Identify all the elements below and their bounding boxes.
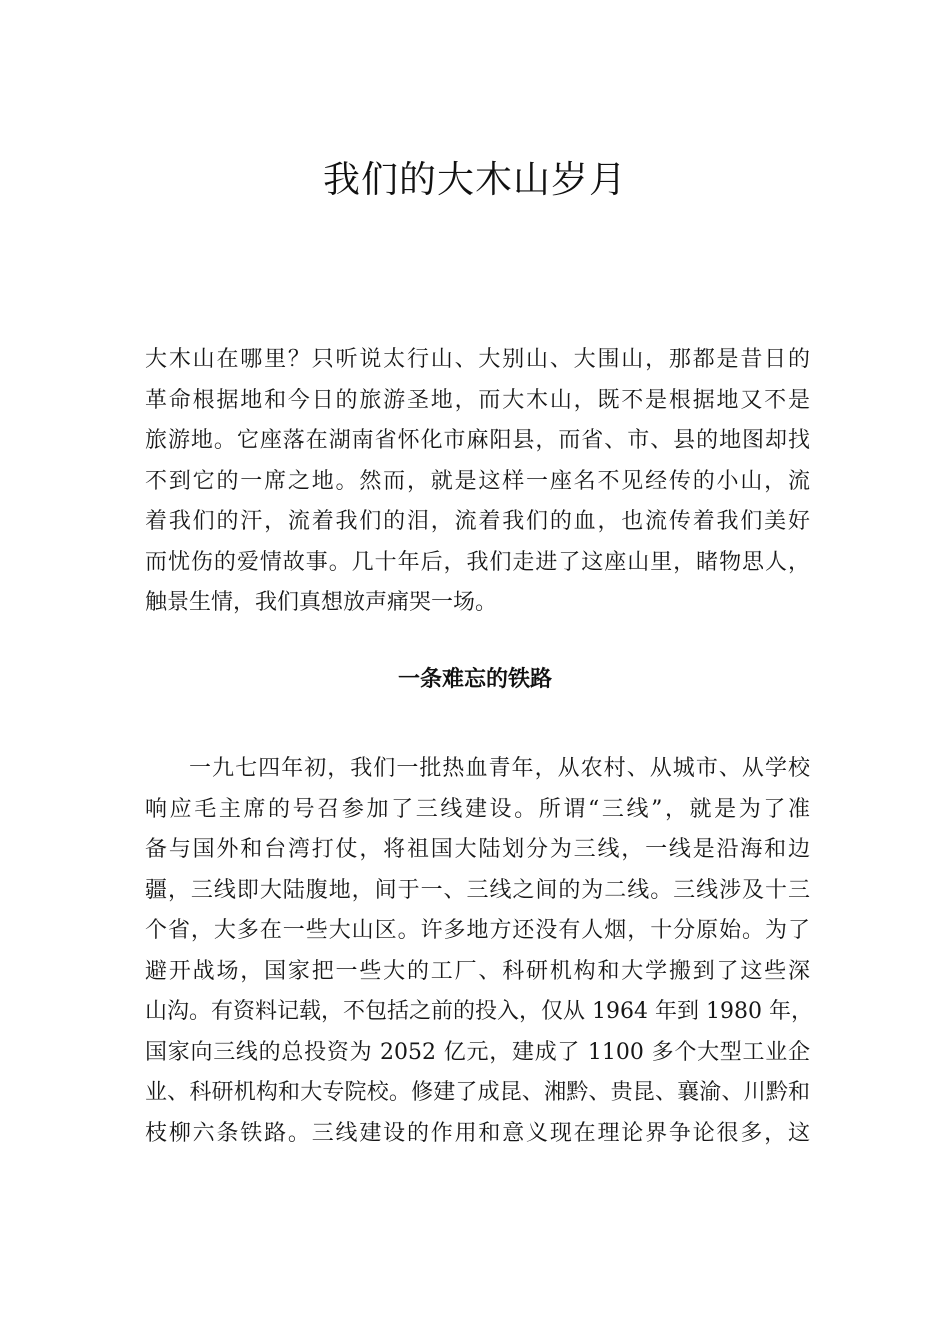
paragraph-line: 大木山在哪里？只听说太行山、大别山、大围山，那都是昔日的	[145, 347, 810, 372]
paragraph-line: 山沟。有资料记载，不包括之前的投入，仅从 1964 年到 1980 年，	[145, 999, 813, 1024]
paragraph-line: 旅游地。它座落在湖南省怀化市麻阳县，而省、市、县的地图却找	[145, 428, 810, 453]
intro-paragraph	[145, 340, 810, 624]
paragraph-line: 疆，三线即大陆腹地，间于一、三线之间的为二线。三线涉及十三	[145, 877, 810, 903]
paragraph-line: 着我们的汗，流着我们的泪，流着我们的血，也流传着我们美好	[145, 509, 810, 534]
paragraph-line: 不到它的一席之地。然而，就是这样一座名不见经传的小山，流	[145, 468, 810, 494]
paragraph-line: 一九七四年初，我们一批热血青年，从农村、从城市、从学校	[189, 756, 810, 781]
paragraph-line: 备与国外和台湾打仗，将祖国大陆划分为三线，一线是沿海和边	[145, 837, 810, 862]
paragraph-line: 国家向三线的总投资为 2052 亿元，建成了 1100 多个大型工业企	[145, 1039, 810, 1065]
paragraph-line: 业、科研机构和大专院校。修建了成昆、湘黔、贵昆、襄渝、川黔和	[145, 1080, 810, 1105]
paragraph-line: 触景生情，我们真想放声痛哭一场。	[145, 590, 498, 615]
section-paragraph	[145, 749, 813, 1154]
paragraph-line: 而忧伤的爱情故事。几十年后，我们走进了这座山里，睹物思人，	[145, 549, 810, 575]
section-heading: 一条难忘的铁路	[397, 667, 552, 692]
paragraph-line: 响应毛主席的号召参加了三线建设。所谓“三线”，就是为了准	[145, 796, 810, 822]
paragraph-line: 个省，大多在一些大山区。许多地方还没有人烟，十分原始。为了	[145, 918, 810, 943]
paragraph-line: 避开战场，国家把一些大的工厂、科研机构和大学搬到了这些深	[145, 958, 810, 984]
paragraph-line: 枝柳六条铁路。三线建设的作用和意义现在理论界争论很多，这	[145, 1120, 810, 1146]
document-title: 我们的大木山岁月	[323, 158, 627, 201]
paragraph-line: 革命根据地和今日的旅游圣地，而大木山，既不是根据地又不是	[145, 387, 810, 413]
